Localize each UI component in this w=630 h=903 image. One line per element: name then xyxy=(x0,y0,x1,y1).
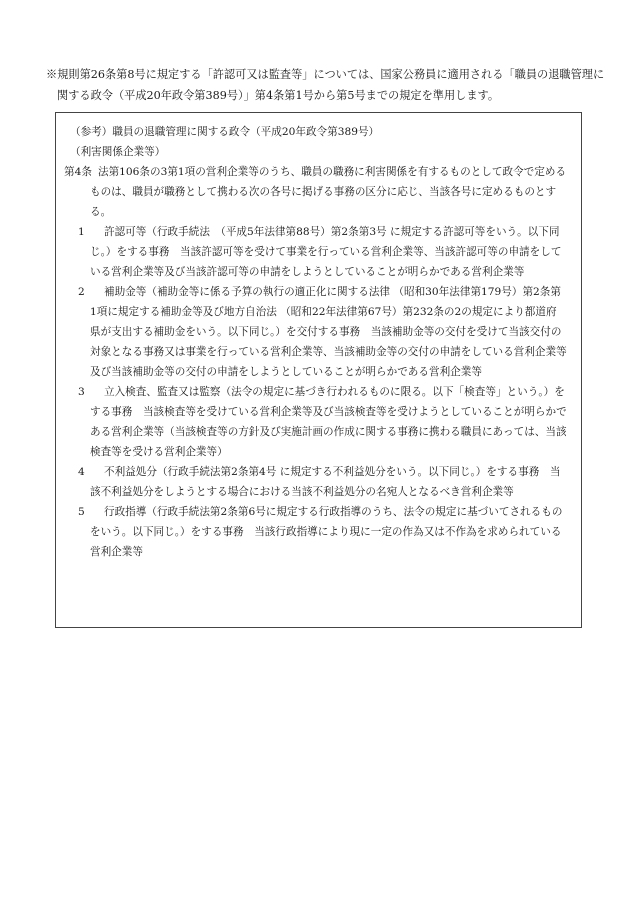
article-item-2 xyxy=(64,282,567,382)
reference-title: （参考）職員の退職管理に関する政令（平成20年政令第389号） xyxy=(70,126,380,138)
article-item-5 xyxy=(64,502,567,562)
reference-box xyxy=(55,112,582,628)
item-text: 許認可等（行政手続法 （平成5年法律第88号）第2条第3号 に規定する許認可等をいう。以下同じ。）をする事務 当該許認可等を受けて事業を行っている営利企業等、当該許認可等の申請をしている営利企業等及び当該許認可等の申請をしようとしていることが明らかである営利企業等 xyxy=(90,226,562,278)
item-text: 立入検査、監査又は監察（法令の規定に基づき行われるものに限る。以下「検査等」という。）をする事務 当該検査等を受けている営利企業等及び当該検査等を受けようとしていることが明らかである営利企業等（当該検査等の方針及び実施計画の作成に関する事務に携わる職員にあっては、当該検査等を受ける営利企業等） xyxy=(90,386,567,458)
rule-note: ※規則第26条第8号に規定する「許認可又は監査等」については、国家公務員に適用される「職員の退職管理に関する政令（平成20年政令第389号）」第4条第1号から第5号までの規定を準用します。 xyxy=(46,68,605,102)
article-item-4 xyxy=(64,462,567,502)
article-item-1 xyxy=(64,222,567,282)
item-number: 4 xyxy=(78,466,85,478)
article-number: 第4条 xyxy=(64,166,92,178)
item-number: 5 xyxy=(78,506,85,518)
item-number: 1 xyxy=(78,226,85,238)
item-text: 補助金等（補助金等に係る予算の執行の適正化に関する法律 （昭和30年法律第179号）第2条第1項に規定する補助金等及び地方自治法 （昭和22年法律第67号）第232条の2の規定により都道府県が支出する補助金をいう。以下同じ。）を交付する事務 当該補助金等の交付を受けて当該交付の対象となる事務又は事業を行っている営利企業等、当該補助金等の交付の申請をしている営利企業等及び当該補助金等の交付の申請をしようとしていることが明らかである営利企業等 xyxy=(90,286,567,378)
article-text: 法第106条の3第1項の営利企業等のうち、職員の職務に利害関係を有するものとして政令で定めるものは、職員が職務として携わる次の各号に掲げる事務の区分に応じ、当該各号に定めるものとする。 xyxy=(90,166,567,218)
item-text: 行政指導（行政手続法第2条第6号に規定する行政指導のうち、法令の規定に基づいてされるものをいう。以下同じ。）をする事務 当該行政指導により現に一定の作為又は不作為を求められている営利企業等 xyxy=(90,506,563,558)
article-item-3 xyxy=(64,382,567,462)
section-title: （利害関係企業等） xyxy=(70,146,166,158)
item-text: 不利益処分（行政手続法第2条第4号 に規定する不利益処分をいう。以下同じ。）をする事務 当該不利益処分をしようとする場合における当該不利益処分の名宛人となるべき営利企業等 xyxy=(90,466,561,498)
item-number: 2 xyxy=(78,286,85,298)
article-4 xyxy=(64,162,567,222)
item-number: 3 xyxy=(78,386,85,398)
